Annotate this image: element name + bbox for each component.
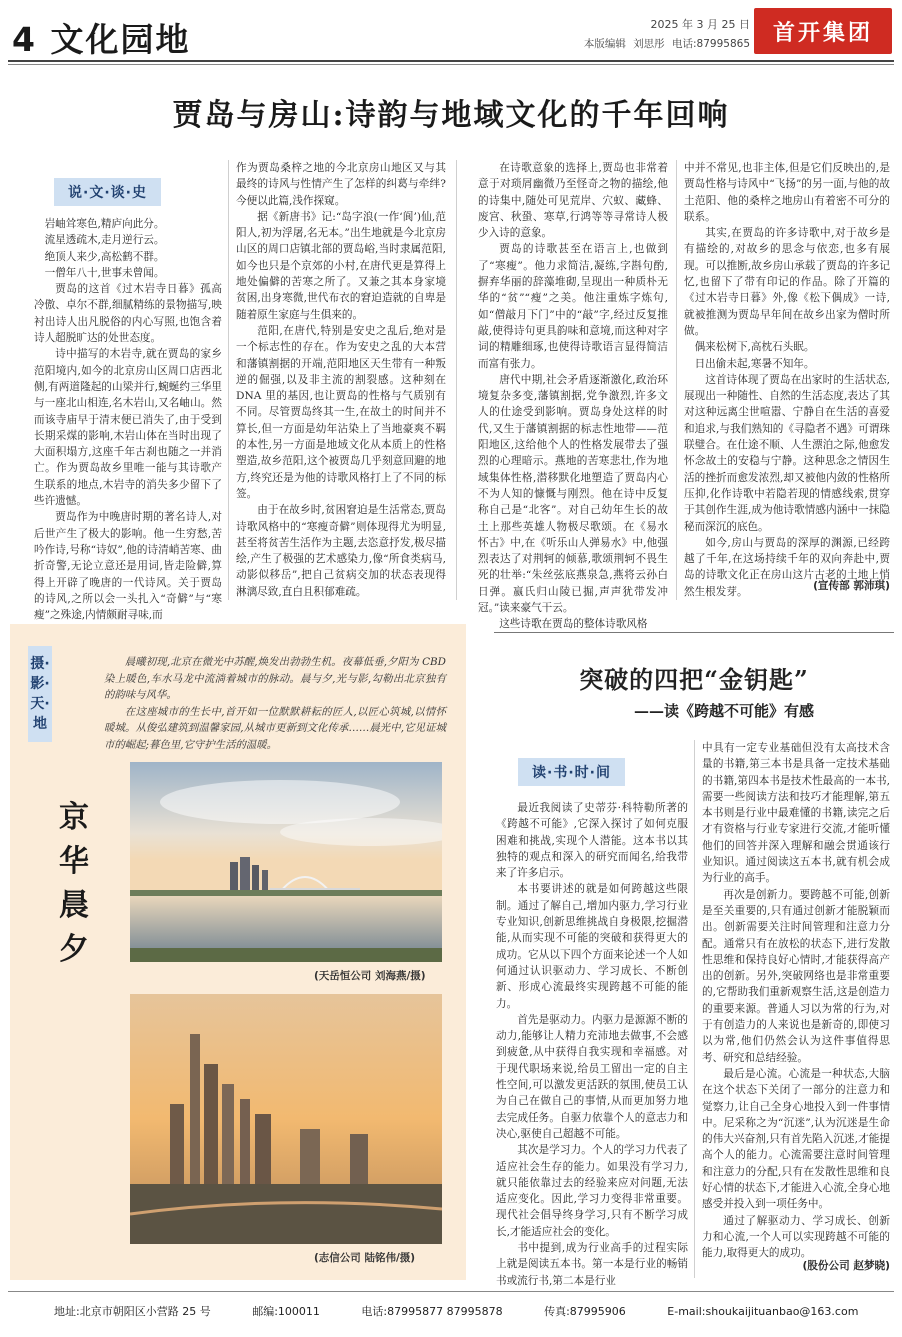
paragraph: 诗中描写的木岩寺,就在贾岛的家乡范阳境内,如今的北京房山区周口店西北侧,有两道隆起的山梁并行,蜿蜒约三华里与一座北山相连,名木岩山,又名岫山。然而该寺庙早于清末便已消失了,由于受到长期采煤的影响,木岩山体在当时出现了大面积塌方,这座千年古刹也随之一并消亡。作为贾岛故乡里唯一能与其诗歌产生联系的地点,木岩寺的消失多少留下了些许遗憾。	[34, 348, 222, 508]
photo2-caption: (志信公司 陆铭伟/摄)	[314, 1252, 416, 1264]
article2-title: 突破的四把“金钥匙”	[579, 665, 809, 694]
article1-signature-box	[684, 578, 890, 594]
footer-email: E-mail:shoukaijituanbao@163.com	[667, 1305, 859, 1318]
column-divider	[676, 160, 677, 600]
article2-column-2	[702, 740, 890, 1262]
article2-column-1	[496, 800, 688, 1289]
photo-feature-intro	[104, 654, 446, 753]
paragraph: 最近我阅读了史蒂芬·科特勒所著的《跨越不可能》,它深入探讨了如何克服困难和挑战,实现个人潜能。这本书以其独特的观点和深入的研究而闻名,给我带来了许多启示。	[496, 802, 688, 880]
paragraph: 这首诗体现了贾岛在出家时的生活状态,展现出一种随性、自然的生活态度,表达了其对这种远离尘世喧嚣、宁静自在生活的喜爱和追求,与我们熟知的《寻隐者不遇》可谓珠联璧合。在仕途不顺、人生漂泊之际,他愈发怀念故土的安稳与宁静。这种思念之情因生活的挫折而愈发浓烈,却又被他内敛的性格所压抑,化作诗歌中若隐若现的情感线索,贯穿于其创作生涯,成为他诗歌情感内涵中一抹隐秘而深沉的底色。	[684, 373, 890, 533]
poem-line: 日出偷未起,寒暑不知年。	[694, 357, 815, 370]
footer-contact	[54, 1303, 896, 1319]
article2-signature-box	[702, 1258, 890, 1274]
footer-phone: 电话:87995877 87995878	[361, 1305, 503, 1318]
article1-signature: (宣传部 郭沛琪)	[813, 580, 890, 592]
newspaper-logo: 首开集团	[754, 8, 892, 54]
paragraph: 贾岛的诗歌甚至在语言上,也做到了“寒瘦”。他力求简洁,凝练,字斟句酌,摒弃华丽的辞藻堆砌,呈现出一种质朴无华的“贫”“瘦”之美。他注重炼字炼句,如“僧敲月下门”中的“敲”字,经过反复推敲,使得诗句更具韵味和意境,而这种对字词的精雕细琢,也使得诗歌语言显得简洁而富有张力。	[478, 243, 668, 370]
paragraph: 最后是心流。心流是一种状态,大脑在这个状态下关闭了一部分的注意力和觉察力,让自己全身心地投入到一件事情中。尼采称之为“沉迷”,认为沉迷是生命的伟大兴奋剂,只有首先陷入沉迷,才能提高个人的能力。心流需要注意时间管理和注意力的分配,只有在发散性思维和良好心情的状态下,才能进入心流,全身心地感受并投入到一项任务中。	[702, 1067, 890, 1211]
article1-column-4	[684, 160, 890, 600]
poem-line: 偶来松树下,高枕石头眠。	[694, 341, 815, 354]
column-tag-photo: 摄·影·天·地	[28, 646, 52, 742]
article2-top-rule	[494, 632, 894, 633]
paragraph: 通过了解驱动力、学习成长、创新力和心流,一个人可以实现跨越不可能的能力,取得更大的成功。	[702, 1214, 890, 1260]
article2-signature: (股份公司 赵梦晓)	[802, 1260, 890, 1272]
article2-subtitle: ——读《跨越不可能》有感	[633, 702, 814, 720]
column-divider	[228, 160, 229, 600]
column-tag-history: 说·文·谈·史	[54, 178, 161, 206]
paragraph: 本书要讲述的就是如何跨越这些限制。通过了解自己,增加内驱力,学习行业专业知识,创新思维挑战自身极限,挖掘潜能,从而实现不可能的突破和获得更大的成功。它从以下四个方面来论述一个人如何通过认识驱动力、学习成长、不断创新、形成心流最终实现跨越不可能的能力。	[496, 883, 688, 1010]
poem-line: 一僧年八十,世事未曾闻。	[44, 266, 165, 279]
page-section-title: 4 文化园地	[12, 20, 191, 59]
issue-date: 2025 年 3 月 25 日	[650, 18, 750, 31]
photo1-caption: (天岳恒公司 刘海燕/摄)	[314, 970, 426, 982]
header-rule-thin	[8, 64, 894, 65]
intro-paragraph: 在这座城市的生长中,首开如一位默默耕耘的匠人,以匠心筑城,以情怀暖城。从俊弘建筑到温馨家园,从城市更新到文化传承……晨光中,它见证城市的崛起;暮色里,它守护生活的温暖。	[104, 705, 446, 751]
poem-line: 岩岫耸寒色,精庐向此分。	[44, 218, 165, 230]
footer-fax: 传真:87995906	[544, 1305, 626, 1318]
footer-rule	[8, 1291, 894, 1292]
editor-info	[584, 36, 750, 51]
column-tag-reading: 读·书·时·间	[518, 758, 625, 786]
column-divider	[456, 160, 457, 600]
column-divider	[694, 740, 695, 1278]
paragraph: 其次是学习力。个人的学习力代表了适应社会生存的能力。如果没有学习力,就只能依靠过去的经验来应对问题,无法适应变化。因此,学习力变得非常重要。现代社会倡导终身学习,只有不断学习成长,才能适应社会的变化。	[496, 1144, 688, 1238]
paragraph: 这些诗歌在贾岛的整体诗歌风格	[499, 618, 648, 631]
footer-postcode: 邮编:100011	[252, 1305, 320, 1318]
photo-sunrise-bridge	[130, 762, 442, 962]
paragraph: 贾岛的这首《过木岩寺日暮》孤高冷傲、卓尔不群,细腻精练的景物描写,映衬出诗人出凡脱俗的内心写照,也饱含着诗人超脱旷达的处世态度。	[34, 283, 222, 345]
photo-cbd-sunset	[130, 994, 442, 1244]
paragraph: 中并不常见,也非主体,但是它们反映出的,是贾岛性格与诗风中“飞扬”的另一面,与他的故土范阳、他的桑梓之地房山有着密不可分的联系。	[684, 162, 890, 223]
photo-feature-title: 京华晨夕	[59, 800, 89, 967]
header-rule	[8, 60, 894, 62]
paragraph: 据《新唐书》记:“岛字浪(一作‘阆’)仙,范阳人,初为浮屠,名无本。”出生地就是今北京房山区的周口店镇北部的贾岛峪,当时隶属范阳,如今也只是个京郊的小村,在唐代更是算得上地处偏僻的苦寒之所了。又兼之其本身家境贫困,出身寒微,世代布衣的窘迫造就的自卑是随着原生家庭与生俱来的。	[236, 210, 446, 321]
paragraph: 贾岛作为中晚唐时期的著名诗人,对后世产生了极大的影响。他一生穷愁,苦吟作诗,号称“诗奴”,他的诗清峭苦寒、曲折奇警,无论立意还是用词,皆走险僻,算得上开辟了晚唐的一代诗风。关于贾岛的诗风,之所以会一头扎入“奇僻”与“寒瘦”之殊途,内情颇耐寻味,而	[34, 511, 222, 622]
paragraph: 其实,在贾岛的许多诗歌中,对于故乡是有描绘的,对故乡的思念与依恋,也多有展现。可以推断,故乡房山承载了贾岛的许多记忆,也留下了带有印记的作品。除了开篇的《过木岩寺日暮》外,像《松下偶成》一诗,就被推测为贾岛早年间在故乡出家为僧时所做。	[684, 227, 890, 337]
article1-column-1	[34, 216, 222, 623]
poem-line: 流星透疏木,走月逆行云。	[44, 234, 165, 247]
paragraph: 书中提到,成为行业高手的过程实际上就是阅读五本书。第一本是行业的畅销书或流行书,第二本是行业	[496, 1242, 688, 1287]
poem-line: 绝顶人来少,高松鹤不群。	[44, 250, 165, 263]
article1-column-2	[236, 160, 446, 600]
paragraph: 如今,房山与贾岛的深厚的渊源,已经跨越了千年,在这场持续千年的双向奔赴中,贾岛的诗歌文化正在房山这片古老的土地上悄然生根发芽。	[684, 536, 890, 598]
article1-headline: 贾岛与房山:诗韵与地域文化的千年回响	[172, 98, 730, 133]
paragraph: 作为贾岛桑梓之地的今北京房山地区又与其最终的诗风与性情产生了怎样的纠葛与牵绊?今便以此篇,浅作探窥。	[236, 162, 446, 207]
editor-name: 本版编辑 刘思彤	[583, 38, 665, 50]
paragraph: 在诗歌意象的选择上,贾岛也非常着意于对琐屑幽微乃至怪奇之物的描绘,他的诗集中,随处可见荒岸、穴蚁、藏蜂、废宫、秋蛩、寒草,行鸿等等寻常诗人极少入诗的意象。	[478, 162, 668, 240]
paragraph: 范阳,在唐代,特别是安史之乱后,绝对是一个标志性的存在。作为安史之乱的大本营和藩镇割据的开端,范阳地区天生带有一种叛逆的倔强,以及非主流的割裂感。这种刻在 DNA 里的基因,也让贾岛的性格与气质别有不同。尽管贾岛终其一生,在故土的时间并不算长,但一方面是幼年沾染上了当地豪爽不羁的本性,另一方面是地域文化从本质上的性格塑造,故乡范阳,这个被贾岛几乎刻意回避的地方,终究还是为他的诗歌风格打上了不同的标签。	[236, 324, 446, 500]
footer-address: 地址:北京市朝阳区小营路 25 号	[54, 1305, 211, 1318]
paragraph: 由于在故乡时,贫困窘迫是生活常态,贾岛诗歌风格中的“寒瘦奇僻”则体现得尤为明显,甚至将贫苦生活作为主题,去恣意抒发,极尽描绘,产生了极强的艺术感染力,像“所食类病马,动影似移岳”,把自己贫病交加的状态表现得淋漓尽致,直白且积郁难疏。	[236, 504, 446, 598]
paragraph: 再次是创新力。要跨越不可能,创新是至关重要的,只有通过创新才能脱颖而出。创新需要关注时间管理和注意力分配。通常只有在放松的状态下,进行发散性思维和保持良好心情时,才能获得高产出的创新。另外,突破网络也是非常重要的,它帮助我们重新观察生活,这是创造力的重要来源。普通人习以为常的行为,对于有创造力的人来说也是新奇的,即使习以为常,他们仍然会认为这件事值得思考、研究和总结经验。	[702, 888, 890, 1064]
paragraph: 唐代中期,社会矛盾逐渐激化,政治环境复杂多变,藩镇割据,党争激烈,许多文人的仕途受到影响。贾岛身处这样的时代,又生于藩镇割据的标志性地带——范阳地区,这给他个人的性格发展带去了强烈的心理暗示。燕地的苦寒悲壮,作为地域集体性格,潜移默化地塑造了贾岛内心不为人知的慷慨与刚烈。他在诗中反复称自己是“北客”。对自己幼年生长的故土上那些英雄人物极尽歌颂。在《易水怀古》中,在《听乐山人弹易水》中,他强烈表达了对荆轲的倾慕,歌颂荆轲不畏生死的壮举:“朱丝弦底燕泉急,燕将云孙白日弹。嬴氏归山陵已掘,声声犹带发冲冠。”读来豪气干云。	[478, 373, 668, 615]
article1-column-3	[478, 160, 668, 633]
editor-phone: 电话:87995865	[672, 38, 750, 50]
intro-paragraph: 晨曦初现,北京在微光中苏醒,焕发出勃勃生机。夜幕低垂,夕阳为 CBD 染上暖色,车水马龙中流淌着城市的脉动。晨与夕,光与影,勾勒出北京独有的韵味与风华。	[104, 656, 446, 701]
paragraph: 中具有一定专业基础但没有太高技术含量的书籍,第三本书是具备一定技术基础的书籍,第四本书是技术性最高的一本书,需要一些阅读方法和技巧才能理解,第五本书则是行业中最难懂的书籍,读完之后才有资格与行业专家进行交流,才能听懂他们的回答并深入理解和融会贯通该行业知识。通过阅读这五本书,就有机会成为行业的高手。	[702, 742, 890, 885]
paragraph: 首先是驱动力。内驱力是源源不断的动力,能够让人精力充沛地去做事,不会感到疲惫,从中获得自我实现和幸福感。对于现代职场来说,给员工留出一定的自主性空间,可以激发更活跃的氛围,使员工认为自己在做自己的事情,从而更加努力地去完成任务。自驱力依靠个人的意志力和决心,驱使自己超越不可能。	[496, 1013, 688, 1140]
